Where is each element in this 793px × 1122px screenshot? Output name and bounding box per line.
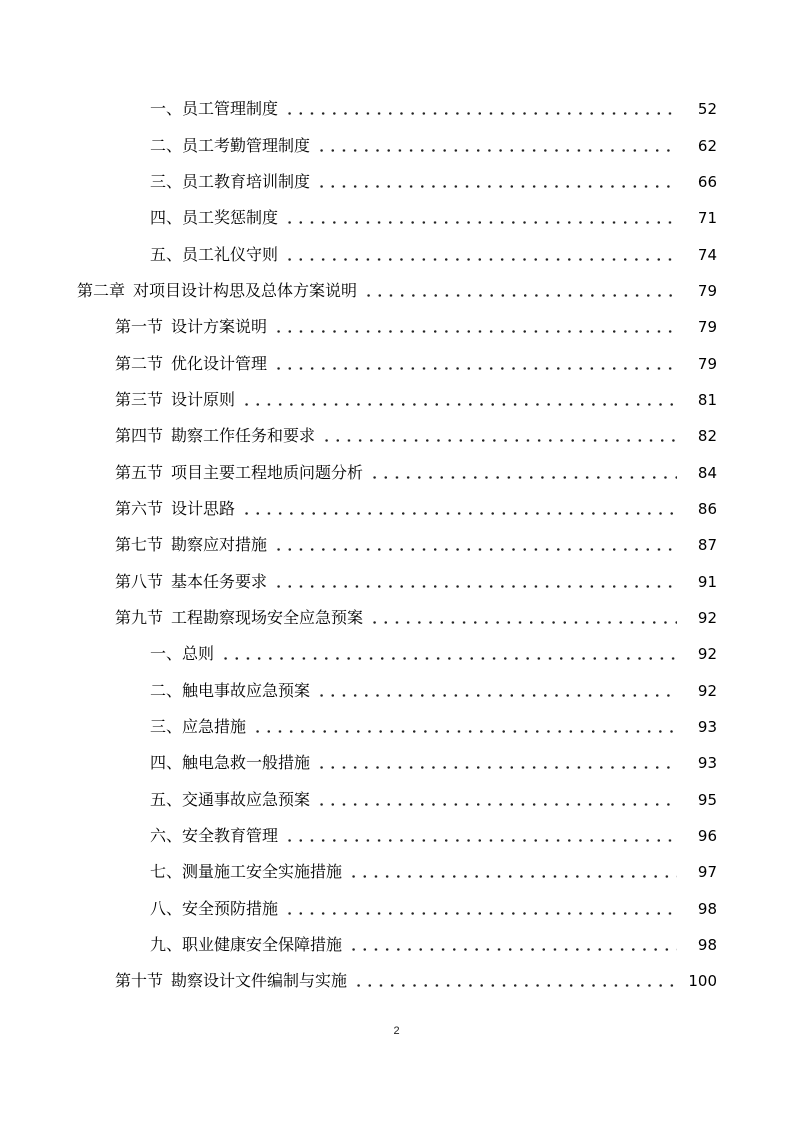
toc-entry[interactable] xyxy=(0,891,793,927)
toc-entry-line xyxy=(115,354,685,374)
toc-entry-number: 第二节 xyxy=(115,353,164,373)
toc-entry-line xyxy=(150,99,685,119)
dot-leader xyxy=(284,221,677,224)
toc-entry-page-number: 87 xyxy=(697,536,717,555)
toc-entry-title: 员工教育培训制度 xyxy=(182,171,311,191)
toc-entry-page-number: 98 xyxy=(697,899,717,918)
table-of-contents xyxy=(0,91,793,1000)
toc-entry-line xyxy=(150,935,685,955)
dot-leader xyxy=(241,512,677,515)
toc-entry-title: 员工考勤管理制度 xyxy=(182,135,311,155)
toc-entry-page-number: 79 xyxy=(697,318,717,337)
toc-entry-line xyxy=(150,753,685,773)
toc-entry-page-number: 98 xyxy=(697,936,717,955)
toc-entry[interactable] xyxy=(0,273,793,309)
toc-entry-page-number: 96 xyxy=(697,827,717,846)
toc-entry-number: 第二章 xyxy=(77,280,126,300)
toc-entry-page-number: 95 xyxy=(697,790,717,809)
toc-entry-number: 四、 xyxy=(150,753,183,773)
toc-entry-number: 二、 xyxy=(150,680,183,700)
toc-entry-line xyxy=(115,426,685,446)
toc-entry[interactable] xyxy=(0,745,793,781)
toc-entry-line xyxy=(115,390,685,410)
dot-leader xyxy=(369,621,677,624)
toc-entry-page-number: 92 xyxy=(697,645,717,664)
toc-entry-title: 应急措施 xyxy=(182,717,247,737)
toc-entry[interactable] xyxy=(0,309,793,345)
dot-leader xyxy=(284,912,677,915)
toc-entry-line xyxy=(115,317,685,337)
dot-leader xyxy=(220,657,677,660)
toc-entry-number: 第七节 xyxy=(115,535,164,555)
toc-entry-number: 第八节 xyxy=(115,571,164,591)
toc-entry-line xyxy=(150,717,685,737)
toc-entry-line xyxy=(115,572,685,592)
toc-entry-line xyxy=(77,281,685,301)
toc-entry-title: 项目主要工程地质问题分析 xyxy=(171,462,364,482)
toc-entry-line xyxy=(150,245,685,265)
dot-leader xyxy=(316,803,677,806)
toc-entry[interactable] xyxy=(0,636,793,672)
toc-entry-page-number: 79 xyxy=(697,354,717,373)
toc-entry-number: 六、 xyxy=(150,826,183,846)
toc-entry-page-number: 84 xyxy=(697,463,717,482)
toc-entry-number: 二、 xyxy=(150,135,183,155)
toc-entry[interactable] xyxy=(0,818,793,854)
toc-entry-number: 第九节 xyxy=(115,607,164,627)
toc-entry-title: 设计思路 xyxy=(171,498,236,518)
toc-entry-title: 交通事故应急预案 xyxy=(182,789,311,809)
toc-entry-line xyxy=(115,971,685,991)
toc-entry-page-number: 86 xyxy=(697,499,717,518)
toc-entry-page-number: 79 xyxy=(697,281,717,300)
toc-entry[interactable] xyxy=(0,127,793,163)
toc-entry-number: 三、 xyxy=(150,171,183,191)
toc-entry-line xyxy=(115,608,685,628)
toc-entry-page-number: 66 xyxy=(697,172,717,191)
toc-entry[interactable] xyxy=(0,527,793,563)
toc-entry-line xyxy=(150,790,685,810)
toc-entry-number: 八、 xyxy=(150,898,183,918)
toc-entry-number: 第四节 xyxy=(115,426,164,446)
dot-leader xyxy=(316,149,677,152)
toc-entry-page-number: 81 xyxy=(697,390,717,409)
toc-entry-title: 触电事故应急预案 xyxy=(182,680,311,700)
toc-entry-line xyxy=(150,862,685,882)
dot-leader xyxy=(348,948,677,951)
dot-leader xyxy=(273,330,677,333)
toc-entry-title: 测量施工安全实施措施 xyxy=(182,862,343,882)
toc-entry-number: 第五节 xyxy=(115,462,164,482)
toc-entry-line xyxy=(115,463,685,483)
dot-leader xyxy=(363,294,677,297)
toc-entry-page-number: 97 xyxy=(697,863,717,882)
toc-entry-page-number: 62 xyxy=(697,136,717,155)
toc-entry-title: 基本任务要求 xyxy=(171,571,268,591)
toc-entry-title: 员工奖惩制度 xyxy=(182,208,279,228)
dot-leader xyxy=(369,476,677,479)
toc-entry-number: 一、 xyxy=(150,99,183,119)
dot-leader xyxy=(321,439,677,442)
toc-entry-title: 工程勘察现场安全应急预案 xyxy=(171,607,364,627)
page-number: 2 xyxy=(393,1025,400,1037)
toc-entry[interactable] xyxy=(0,709,793,745)
toc-entry-title: 勘察工作任务和要求 xyxy=(171,426,316,446)
toc-entry-number: 四、 xyxy=(150,208,183,228)
toc-entry[interactable] xyxy=(0,854,793,890)
toc-entry-title: 触电急救一般措施 xyxy=(182,753,311,773)
toc-entry-line xyxy=(150,208,685,228)
toc-entry-title: 勘察设计文件编制与实施 xyxy=(171,971,348,991)
toc-entry-number: 五、 xyxy=(150,244,183,264)
toc-entry[interactable] xyxy=(0,382,793,418)
toc-entry[interactable] xyxy=(0,963,793,999)
toc-entry[interactable] xyxy=(0,164,793,200)
toc-entry-page-number: 74 xyxy=(697,245,717,264)
toc-entry-line xyxy=(150,172,685,192)
toc-entry-line xyxy=(150,826,685,846)
toc-entry-number: 第三节 xyxy=(115,389,164,409)
toc-entry-number: 一、 xyxy=(150,644,183,664)
toc-entry[interactable] xyxy=(0,418,793,454)
toc-entry[interactable] xyxy=(0,782,793,818)
toc-entry-page-number: 92 xyxy=(697,681,717,700)
dot-leader xyxy=(316,694,677,697)
toc-entry[interactable] xyxy=(0,200,793,236)
dot-leader xyxy=(353,984,677,987)
toc-entry-title: 设计原则 xyxy=(171,389,236,409)
dot-leader xyxy=(316,185,677,188)
toc-entry[interactable] xyxy=(0,236,793,272)
dot-leader xyxy=(284,112,677,115)
toc-entry-line xyxy=(150,899,685,919)
toc-entry-page-number: 82 xyxy=(697,427,717,446)
toc-entry-title: 设计方案说明 xyxy=(171,317,268,337)
toc-entry-line xyxy=(150,644,685,664)
toc-entry-page-number: 71 xyxy=(697,209,717,228)
toc-entry-number: 七、 xyxy=(150,862,183,882)
dot-leader xyxy=(241,403,677,406)
toc-entry-line xyxy=(115,535,685,555)
toc-entry-page-number: 52 xyxy=(697,100,717,119)
toc-entry-number: 第十节 xyxy=(115,971,164,991)
toc-entry-page-number: 91 xyxy=(697,572,717,591)
dot-leader xyxy=(284,258,677,261)
toc-entry-number: 三、 xyxy=(150,717,183,737)
toc-entry-page-number: 93 xyxy=(697,718,717,737)
dot-leader xyxy=(252,730,677,733)
toc-entry-title: 员工管理制度 xyxy=(182,99,279,119)
toc-entry-title: 安全预防措施 xyxy=(182,898,279,918)
toc-entry-title: 勘察应对措施 xyxy=(171,535,268,555)
toc-entry-number: 第一节 xyxy=(115,317,164,337)
toc-entry[interactable] xyxy=(0,454,793,490)
toc-entry-title: 安全教育管理 xyxy=(182,826,279,846)
toc-entry-title: 优化设计管理 xyxy=(171,353,268,373)
toc-entry[interactable] xyxy=(0,673,793,709)
dot-leader xyxy=(273,367,677,370)
toc-entry-title: 员工礼仪守则 xyxy=(182,244,279,264)
toc-entry-line xyxy=(150,136,685,156)
dot-leader xyxy=(273,548,677,551)
toc-entry[interactable] xyxy=(0,91,793,127)
toc-entry[interactable] xyxy=(0,491,793,527)
toc-entry-number: 第六节 xyxy=(115,498,164,518)
toc-entry[interactable] xyxy=(0,927,793,963)
toc-entry-page-number: 100 xyxy=(688,972,717,991)
toc-entry[interactable] xyxy=(0,345,793,381)
toc-entry-title: 对项目设计构思及总体方案说明 xyxy=(133,280,358,300)
toc-entry-page-number: 92 xyxy=(697,608,717,627)
toc-entry-line xyxy=(150,681,685,701)
toc-entry-title: 职业健康安全保障措施 xyxy=(182,935,343,955)
toc-entry[interactable] xyxy=(0,563,793,599)
dot-leader xyxy=(284,839,677,842)
toc-entry-title: 总则 xyxy=(182,644,215,664)
toc-entry-number: 五、 xyxy=(150,789,183,809)
toc-entry-page-number: 93 xyxy=(697,754,717,773)
dot-leader xyxy=(273,585,677,588)
toc-entry-line xyxy=(115,499,685,519)
toc-entry[interactable] xyxy=(0,600,793,636)
dot-leader xyxy=(316,766,677,769)
toc-entry-number: 九、 xyxy=(150,935,183,955)
dot-leader xyxy=(348,875,677,878)
